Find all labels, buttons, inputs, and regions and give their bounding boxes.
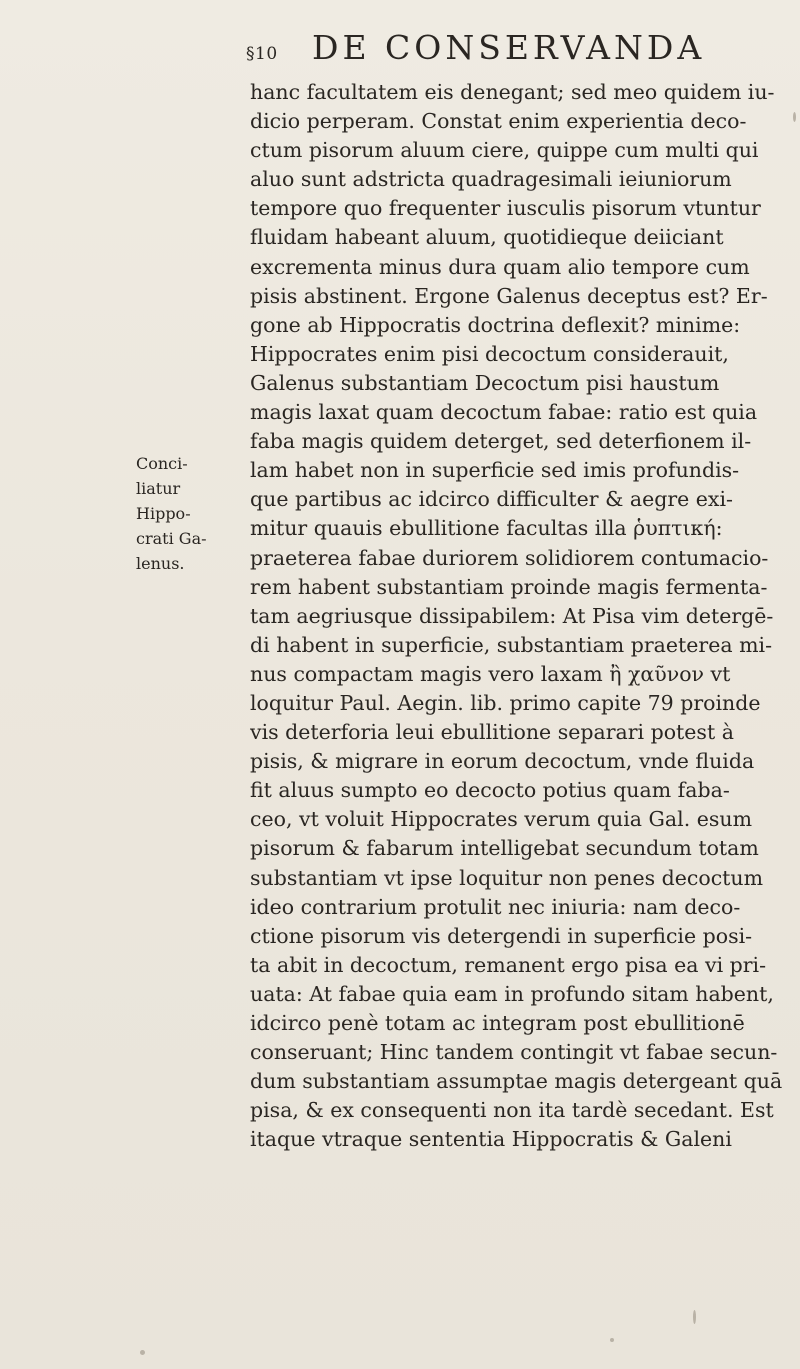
text-line: idcirco penè totam ac integram post ebullitionē	[250, 1011, 745, 1035]
text-line: dum substantiam assumptae magis detergeant quā	[250, 1069, 783, 1094]
text-line: aluo sunt adstricta quadragesimali ieiuniorum	[250, 167, 732, 192]
text-line: tempore quo frequenter iusculis pisorum vtuntur	[250, 196, 761, 221]
paper-speck	[793, 112, 796, 122]
text-line: rem habent substantiam proinde magis fermenta-	[250, 574, 768, 599]
paper-speck	[140, 1350, 145, 1355]
text-line: ideo contrarium protulit nec iniuria: nam deco-	[250, 894, 741, 919]
text-line: ceo, vt voluit Hippocrates verum quia Gal. esum	[250, 807, 753, 832]
text-line: Hippocrates enim pisi decoctum considerauit,	[250, 341, 729, 366]
margin-note-line: lenus.	[136, 554, 185, 573]
text-line: faba magis quidem deterget, sed deterfionem il-	[250, 429, 752, 454]
text-line: ta abit in decoctum, remanent ergo pisa ea vi pri-	[250, 952, 767, 977]
text-line: magis laxat quam decoctum fabae: ratio est quia	[250, 400, 758, 425]
text-line: fit aluus sumpto eo decocto potius quam faba-	[250, 778, 730, 803]
text-line: excrementa minus dura quam alio tempore cum	[250, 254, 750, 279]
text-line: di habent in superficie, substantiam praeterea mi-	[250, 632, 772, 657]
margin-note-line: Hippo-	[136, 504, 191, 523]
text-line: tam aegriusque dissipabilem: At Pisa vim detergē-	[250, 603, 774, 628]
text-line: dicio perperam. Constat enim experientia deco-	[250, 109, 747, 134]
paper-speck	[693, 1310, 696, 1324]
text-line: praeterea fabae duriorem solidiorem contumacio-	[250, 545, 769, 570]
text-line: ctione pisorum vis detergendi in superficie posi-	[250, 923, 753, 948]
text-line: loquitur Paul. Aegin. lib. primo capite 79 proinde	[250, 690, 761, 715]
body-text	[250, 78, 790, 1154]
text-line: substantiam vt ipse loquitur non penes decoctum	[250, 865, 764, 890]
text-line: pisa, & ex consequenti non ita tardè secedant. Est	[250, 1098, 774, 1123]
running-head: DE CONSERVANDA	[312, 28, 706, 67]
margin-note	[136, 451, 226, 576]
text-line: itaque vtraque sententia Hippocratis & Galeni	[250, 1127, 732, 1152]
text-line: conseruant; Hinc tandem contingit vt fabae secun-	[250, 1040, 778, 1065]
margin-note-line: crati Ga-	[136, 529, 207, 548]
text-line: pisorum & fabarum intelligebat secundum totam	[250, 836, 759, 861]
text-line: hanc facultatem eis denegant; sed meo quidem iu-	[250, 80, 775, 104]
margin-note-line: liatur	[136, 479, 181, 498]
margin-note-line: Conci-	[136, 454, 188, 473]
text-line: pisis, & migrare in eorum decoctum, vnde fluida	[250, 749, 755, 774]
text-line: ctum pisorum aluum ciere, quippe cum multi qui	[250, 138, 759, 163]
paper-speck	[610, 1338, 614, 1342]
text-line: lam habet non in superficie sed imis profundis-	[250, 458, 740, 483]
text-line: nus compactam magis vero laxam ἢ χαῦνον vt	[250, 661, 731, 686]
page-number: §10	[246, 44, 278, 64]
text-line: Galenus substantiam Decoctum pisi haustum	[250, 370, 720, 395]
text-line: uata: At fabae quia eam in profundo sitam habent,	[250, 981, 774, 1006]
text-line: fluidam habeant aluum, quotidieque deiiciant	[250, 225, 724, 250]
text-line: vis deterforia leui ebullitione separari potest à	[250, 720, 734, 745]
text-line: mitur quauis ebullitione facultas illa ῥυπτική:	[250, 516, 723, 541]
text-line: que partibus ac idcirco difficulter & aegre exi-	[250, 487, 733, 512]
text-line: gone ab Hippocratis doctrina deflexit? minime:	[250, 312, 741, 337]
page-header	[246, 28, 766, 68]
text-line: pisis abstinent. Ergone Galenus deceptus est? Er-	[250, 283, 768, 308]
